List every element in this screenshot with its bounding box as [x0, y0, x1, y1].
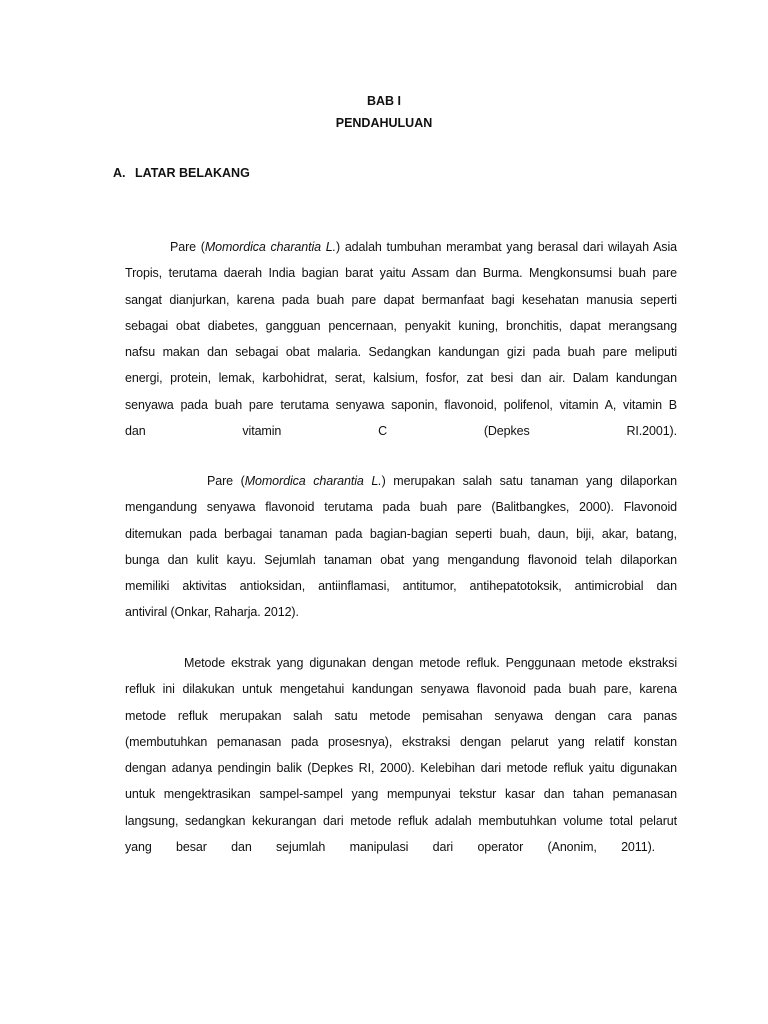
paragraph-line: nafsu makan dan sebagai obat malaria. Sedangkan kandungan gizi pada buah pare meliputi [125, 345, 677, 360]
paragraph-line: yang besar dan sejumlah manipulasi dari operator (Anonim, 2011). [125, 840, 655, 855]
paragraph-line: metode refluk merupakan salah satu metode pemisahan senyawa dengan cara panas [125, 708, 677, 723]
paragraph-line: energi, protein, lemak, karbohidrat, serat, kalsium, fosfor, zat besi dan air. Dalam kandungan [125, 371, 677, 386]
paragraph-line: Pare (Momordica charantia L.) merupakan salah satu tanaman yang dilaporkan [207, 474, 677, 488]
paragraph-3 [125, 650, 677, 860]
paragraph-line: Tropis, terutama daerah India bagian barat yaitu Assam dan Burma. Mengkonsumsi buah pare [125, 266, 677, 281]
chapter-number: BAB I [366, 94, 402, 108]
paragraph-line: bunga dan kulit kayu. Sejumlah tanaman obat yang mengandung flavonoid telah dilaporkan [125, 552, 677, 567]
paragraph-line: Pare (Momordica charantia L.) adalah tumbuhan merambat yang berasal dari wilayah Asia [170, 240, 677, 254]
section-title: LATAR BELAKANG [135, 166, 250, 180]
paragraph-line: ditemukan pada berbagai tanaman pada bagian-bagian seperti buah, daun, biji, akar, batang, [125, 526, 677, 541]
paragraph-line: senyawa pada buah pare terutama senyawa saponin, flavonoid, polifenol, vitamin A, vitamin B [125, 397, 677, 412]
paragraph-2 [125, 468, 677, 626]
paragraph-1 [125, 234, 677, 444]
paragraph-line: dengan adanya pendingin balik (Depkes RI, 2000). Kelebihan dari metode refluk yaitu digunakan [125, 761, 677, 776]
paragraph-line: refluk ini dilakukan untuk mengetahui kandungan senyawa flavonoid pada buah pare, karena [125, 682, 677, 697]
scientific-name: Momordica charantia L. [244, 474, 382, 488]
paragraph-line: mengandung senyawa flavonoid terutama pada buah pare (Balitbangkes, 2000). Flavonoid [125, 500, 677, 515]
paragraph-line: sebagai obat diabetes, gangguan pencernaan, penyakit kuning, bronchitis, dapat merangsang [125, 318, 677, 333]
paragraph-line: sangat dianjurkan, karena pada buah pare dapat bermanfaat bagi kesehatan manusia seperti [125, 292, 677, 307]
paragraph-line: untuk mengektrasikan sampel-sampel yang mempunyai tekstur kasar dan tahan pemanasan [125, 787, 677, 802]
section-heading [113, 166, 250, 180]
paragraph-line: memiliki aktivitas antioksidan, antiinflamasi, antitumor, antihepatotoksik, antimicrobial dan [125, 579, 677, 594]
paragraph-line: Metode ekstrak yang digunakan dengan metode refluk. Penggunaan metode ekstraksi [184, 656, 677, 670]
paragraph-line: dan vitamin C (Depkes RI.2001). [125, 424, 677, 439]
scientific-name: Momordica charantia L. [204, 240, 337, 254]
section-number: A. [113, 166, 126, 180]
paragraph-line: antiviral (Onkar, Raharja. 2012). [125, 605, 299, 620]
paragraph-line: langsung, sedangkan kekurangan dari metode refluk adalah membutuhkan volume total pelarut [125, 813, 677, 828]
paragraph-line: (membutuhkan pemanasan pada prosesnya), ekstraksi dengan pelarut yang relatif konstan [125, 734, 677, 749]
chapter-title: PENDAHULUAN [335, 116, 433, 130]
